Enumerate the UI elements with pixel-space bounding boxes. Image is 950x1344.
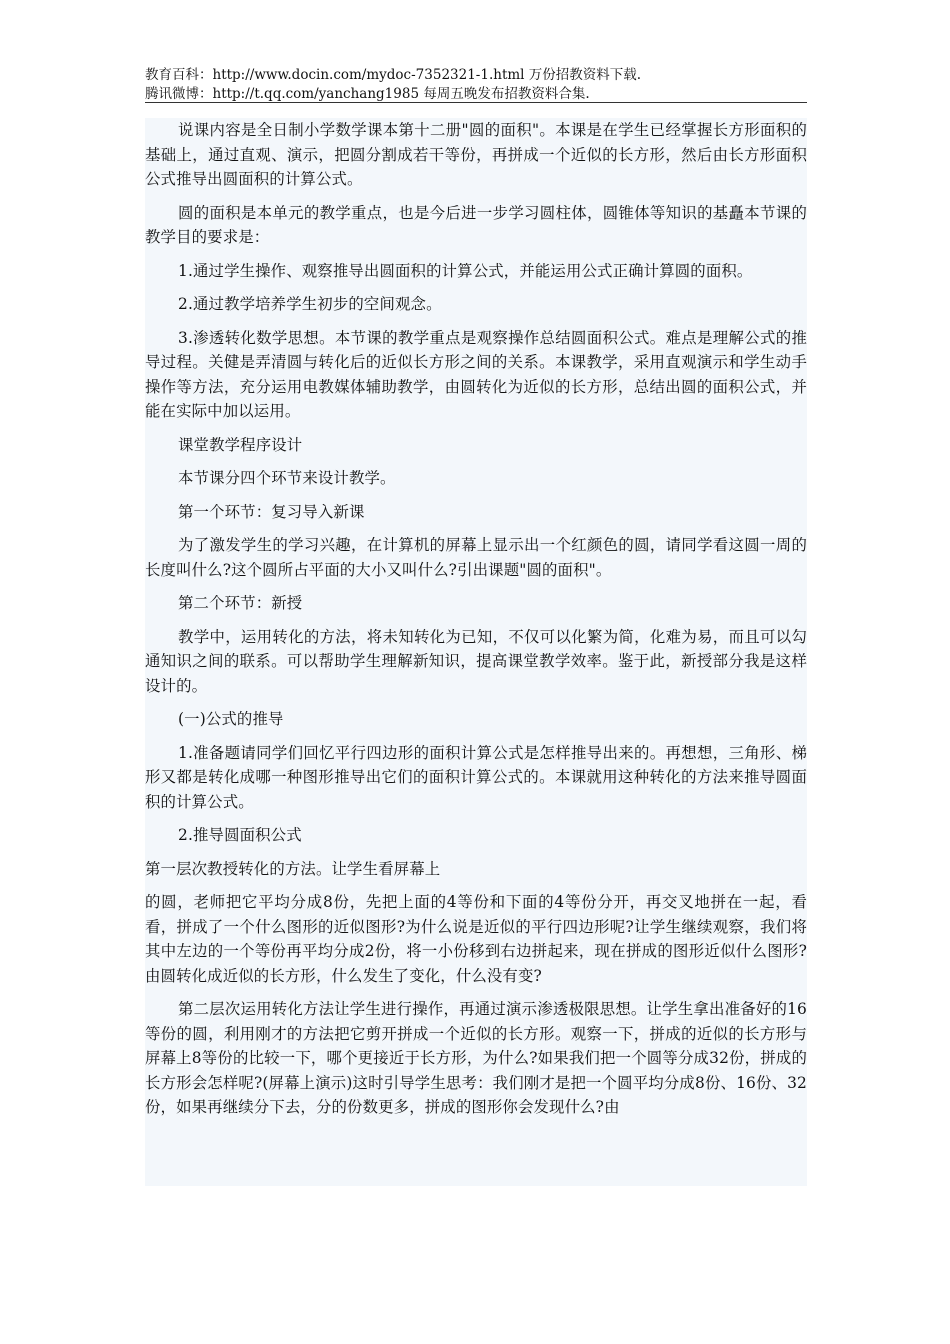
heading-derive-formula: 2.推导圆面积公式 bbox=[178, 826, 302, 844]
document-body bbox=[145, 118, 807, 1186]
heading-program-design: 课堂教学程序设计 bbox=[178, 435, 303, 454]
paragraph-objective-3: 3.渗透转化数学思想。本节课的教学重点是观察操作总结圆面积公式。难点是理解公式的推导过程。关健是弄清圆与转化后的近似长方形之间的关系。本课教学，采用直观演示和学生动手操作等方法，充分运用电教媒体辅助教学，由圆转化为近似的长方形，总结出圆的面积公式，并能在实际中加以运用。 bbox=[145, 328, 807, 420]
paragraph-objective-1: 1.通过学生操作、观察推导出圆面积的计算公式，并能运用公式正确计算圆的面积。 bbox=[178, 261, 753, 280]
header-divider bbox=[145, 102, 807, 103]
paragraph-level-2: 第二层次运用转化方法让学生进行操作，再通过演示渗透极限思想。让学生拿出准备好的16等份的圆，利用刚才的方法把它剪开拼成一个近似的长方形。观察一下，拼成的近似的长方形与屏幕上8等份的比较一下，哪个更接近于长方形，为什么?如果我们把一个圆等分成32份，拼成的长方形会怎样呢?(屏幕上演示)这时引导学生思考：我们刚才是把一个圆平均分成8份、16份、32份，如果再继续分下去，分的份数更多，拼成的图形你会发现什么?由 bbox=[145, 1000, 807, 1116]
paragraph-objective-2: 2.通过教学培养学生初步的空间观念。 bbox=[178, 295, 442, 313]
paragraph-four-stages: 本节课分四个环节来设计教学。 bbox=[178, 469, 396, 487]
paragraph-stage-2: 教学中，运用转化的方法，将未知转化为已知，不仅可以化繁为简，化难为易，而且可以勾通知识之间的联系。可以帮助学生理解新知识，提高课堂教学效率。鉴于此，新授部分我是这样设计的。 bbox=[145, 627, 807, 695]
paragraph-key-point: 圆的面积是本单元的教学重点，也是今后进一步学习圆柱体，圆锥体等知识的基矗本节课的教学目的要求是： bbox=[145, 203, 807, 246]
heading-stage-2: 第二个环节：新授 bbox=[178, 594, 303, 612]
paragraph-level-1-body: 的圆，老师把它平均分成8份，先把上面的4等份和下面的4等份分开，再交叉地拼在一起，看看，拼成了一个什么图形的近似图形?为什么说是近似的平行四边形呢?让学生继续观察，我们将其中左边的一个等份再平均分成2份，将一小份移到右边拼起来，现在拼成的图形近似什么图形?由圆转化成近似的长方形，什么发生了变化，什么没有变? bbox=[145, 893, 807, 985]
paragraph-intro: 说课内容是全日制小学数学课本第十二册"圆的面积"。本课是在学生已经掌握长方形面积的基础上，通过直观、演示，把圆分割成若干等份，再拼成一个近似的长方形，然后由长方形面积公式推导出圆面积的计算公式。 bbox=[145, 121, 807, 188]
paragraph-stage-1: 为了激发学生的学习兴趣，在计算机的屏幕上显示出一个红颜色的圆，请同学看这圆一周的长度叫什么?这个圆所占平面的大小又叫什么?引出课题"圆的面积"。 bbox=[145, 536, 807, 579]
heading-stage-1: 第一个环节：复习导入新课 bbox=[178, 502, 365, 521]
paragraph-preparation: 1.准备题请同学们回忆平行四边形的面积计算公式是怎样推导出来的。再想想，三角形、梯形又都是转化成哪一种图形推导出它们的面积计算公式的。本课就用这种转化的方法来推导圆面积的计算公式。 bbox=[145, 743, 807, 811]
header-line-docin: 教育百科：http://www.docin.com/mydoc-7352321-1.html 万份招教资料下载. bbox=[145, 67, 642, 83]
heading-formula-derivation: (一)公式的推导 bbox=[178, 710, 284, 728]
header-line-weibo: 腾讯微博：http://t.qq.com/yanchang1985 每周五晚发布招教资料合集. bbox=[145, 86, 590, 102]
page-header bbox=[145, 66, 805, 104]
paragraph-level-1-intro: 第一层次教授转化的方法。让学生看屏幕上 bbox=[145, 859, 441, 878]
